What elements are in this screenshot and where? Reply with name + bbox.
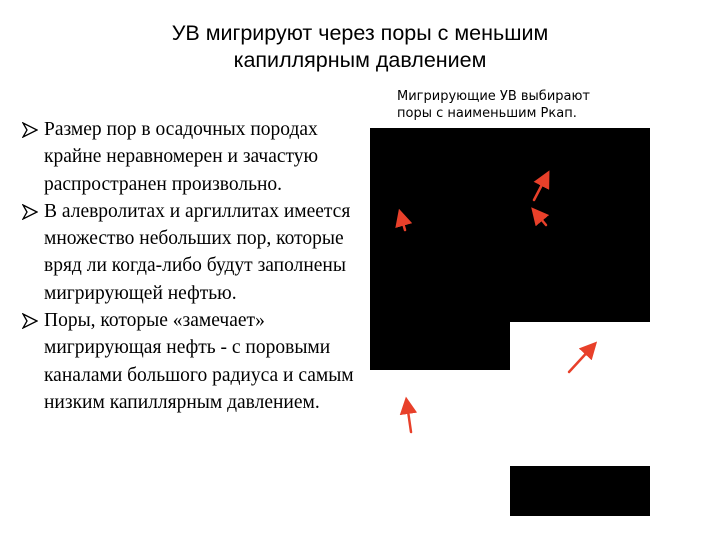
bullet-list [22,116,362,416]
rock-grains [370,128,650,516]
slide-title [90,20,630,74]
rock-grain-lower [510,466,650,516]
bullet-item [22,307,362,416]
migration-arrow [407,404,411,432]
arrowhead-bullet-icon [22,122,38,138]
rock-grain-upper [370,128,650,370]
slide-title-line-2: капиллярным давлением [233,48,487,72]
slide-title-line-1: УВ мигрируют через поры с меньшим [171,21,549,45]
bullet-text: Размер пор в осадочных породах крайне неравномерен и зачастую распространен произвольно. [44,119,319,195]
bullet-text: В алевролитах и аргиллитах имеется множество небольших пор, которые вряд ли когда-либо будут заполнены мигрирующей нефтью. [44,200,351,304]
pore-migration-diagram [370,128,655,523]
arrowhead-bullet-icon [22,313,38,329]
bullet-item [22,116,362,198]
arrowhead-bullet-icon [22,204,38,220]
diagram-caption [397,88,707,122]
migration-arrow [569,347,592,372]
bullet-item [22,198,362,307]
bullet-text: Поры, которые «замечает» мигрирующая нефть - с поровыми каналами большого радиуса и самым низким капиллярным давлением. [44,310,354,413]
diagram-caption-line-1: Мигрирующие УВ выбирают [397,89,591,104]
diagram-caption-line-2: поры с наименьшим Pкап. [397,106,577,121]
